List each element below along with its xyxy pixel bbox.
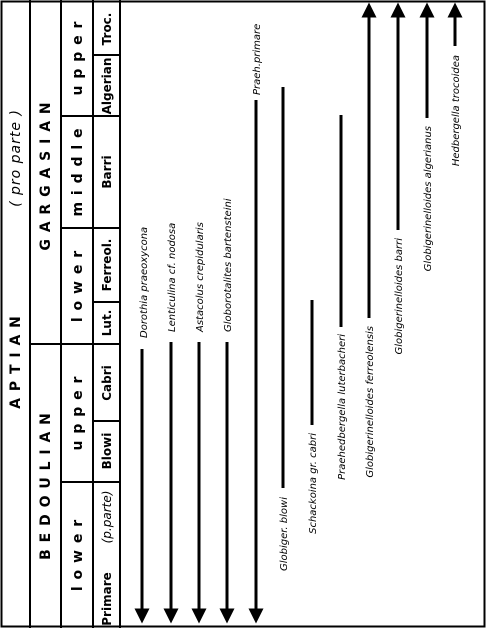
taxon-label-hedbergella-trocoidea: Hedbergella trocoidea xyxy=(451,55,462,167)
zone-algerian: Algerian xyxy=(100,57,114,115)
zone-cabri: Cabri xyxy=(100,365,114,401)
substage-bedoulian: B E D O U L I A N xyxy=(38,412,54,560)
taxon-label-praehedbergella-luterbacheri: Praehedbergella luterbacheri xyxy=(337,334,348,480)
taxon-label-astacolus-crepidularis: Astacolus crepidularis xyxy=(195,222,206,332)
zone-ferreol: Ferreol. xyxy=(100,238,114,292)
division-bedoulian-lower: l o w e r xyxy=(70,518,86,592)
division-gargasian-upper: u p p e r xyxy=(70,20,86,96)
zone-barri: Barri xyxy=(100,155,114,189)
taxon-label-globigerinelloides-algerianus: Globigerinelloides algerianus xyxy=(423,126,434,272)
zone-blowi: Blowi xyxy=(100,432,114,470)
division-gargasian-middle: m i d d l e xyxy=(70,127,86,217)
zone-troc: Troc. xyxy=(100,12,114,46)
taxon-range-bars xyxy=(142,10,455,616)
division-bedoulian-upper: u p p e r xyxy=(70,375,86,451)
taxon-label-praeh-primare: Praeh.primare xyxy=(252,23,263,95)
zone-lut: Lut. xyxy=(100,309,114,337)
substage-gargasian: G A R G A S I A N xyxy=(38,101,54,251)
division-gargasian-lower: l o w e r xyxy=(70,249,86,323)
taxon-label-lenticulina-nodosa: Lenticulina cf. nodosa xyxy=(167,222,178,332)
taxon-label-globigerinelloides-barri: Globigerinelloides barri xyxy=(394,238,405,355)
taxon-label-globorotalites-bartensteini: Globorotalites bartensteini xyxy=(223,198,234,332)
taxon-label-globigerinelloides-ferreolensis: Globigerinelloides ferreolensis xyxy=(365,326,376,478)
taxon-label-schackoina-cabri: Schackoina gr. cabri xyxy=(308,433,319,534)
stage-qualifier: ( pro parte ) xyxy=(8,109,24,207)
zone-primare: Primare xyxy=(100,572,114,626)
zone-primare-qualifier: (p.parte) xyxy=(100,490,114,544)
stage-name: A P T I A N xyxy=(8,315,24,409)
taxon-label-globiger-blowi: Globiger. blowi xyxy=(279,497,290,572)
taxon-label-dorothia-praeoxycona: Dorothia praeoxycona xyxy=(139,226,150,338)
